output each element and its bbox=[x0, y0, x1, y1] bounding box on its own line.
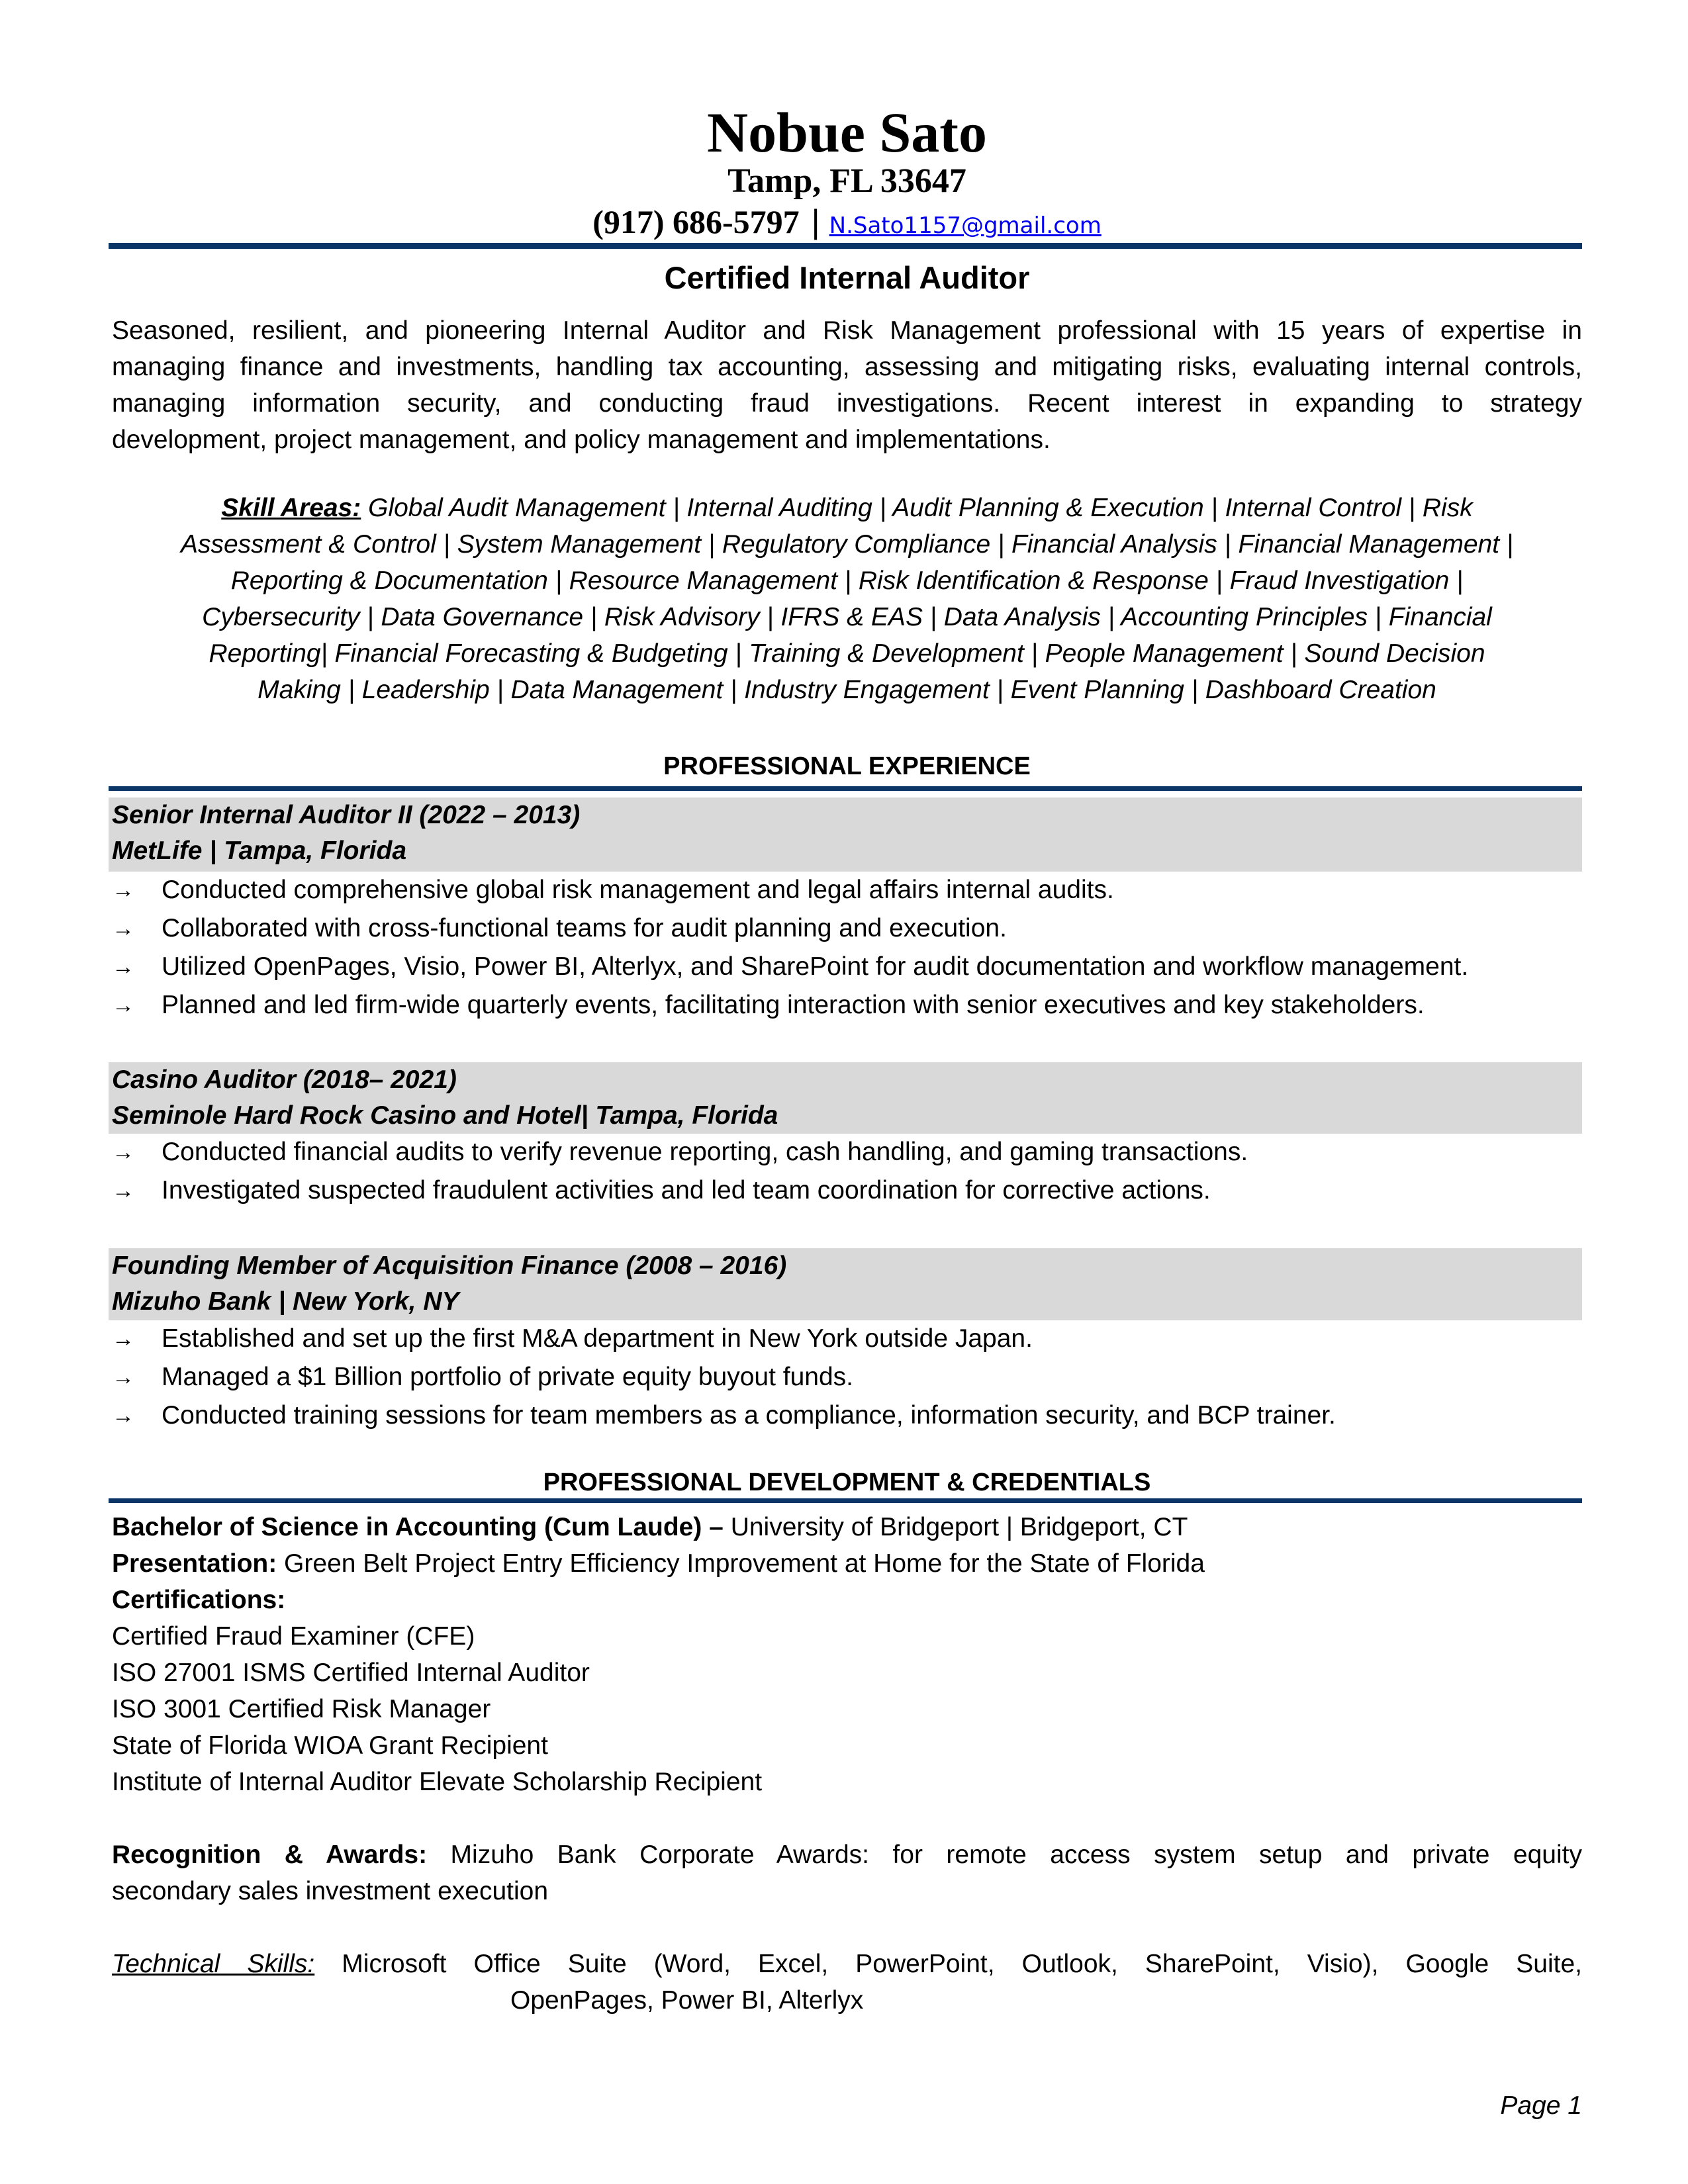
header-rule bbox=[109, 243, 1582, 249]
bullet-text: Conducted training sessions for team members as a compliance, information security, and BCP trainer. bbox=[162, 1401, 1336, 1430]
job-company: Seminole Hard Rock Casino and Hotel| Tampa, Florida bbox=[112, 1101, 778, 1130]
page-number: Page 1 bbox=[1500, 2091, 1582, 2120]
certification: Institute of Internal Auditor Elevate Scholarship Recipient bbox=[112, 1768, 763, 1796]
bullet-text: Investigated suspected fraudulent activities and led team coordination for corrective actions. bbox=[162, 1176, 1211, 1205]
degree bbox=[112, 1509, 1582, 1545]
presentation bbox=[112, 1545, 1582, 1582]
arrow-icon: → bbox=[112, 1403, 134, 1428]
list-item bbox=[112, 1396, 1582, 1435]
tech-text: OpenPages, Power BI, Alterlyx bbox=[510, 1986, 864, 2015]
bullet-text: Conducted financial audits to verify revenue reporting, cash handling, and gaming transactions. bbox=[162, 1138, 1248, 1166]
list-item bbox=[112, 1171, 1582, 1210]
summary-line: Seasoned, resilient, and pioneering Internal Auditor and Risk Management professional with 15 years of expertise in bbox=[112, 316, 1582, 345]
skill-line: Reporting| Financial Forecasting & Budgeting | Training & Development | People Management | Sound Decision bbox=[209, 639, 1485, 668]
degree-text: University of Bridgeport | Bridgeport, CT bbox=[723, 1513, 1188, 1541]
contact-line bbox=[112, 202, 1582, 246]
certification: Certified Fraud Examiner (CFE) bbox=[112, 1622, 475, 1651]
certifications-label: Certifications: bbox=[112, 1586, 286, 1614]
job-bullets bbox=[112, 871, 1582, 1024]
list-item bbox=[112, 1358, 1582, 1396]
arrow-icon: → bbox=[112, 1140, 134, 1165]
phone: (917) 686-5797 bbox=[592, 203, 800, 240]
email-link[interactable]: N.Sato1157@gmail.com bbox=[829, 212, 1102, 239]
arrow-icon: → bbox=[112, 878, 134, 903]
professional-title: Certified Internal Auditor bbox=[664, 260, 1030, 295]
job-header bbox=[109, 1062, 1582, 1134]
degree-label: Bachelor of Science in Accounting (Cum Laude) – bbox=[112, 1513, 724, 1541]
awards-text: secondary sales investment execution bbox=[112, 1877, 549, 1905]
job-company: MetLife | Tampa, Florida bbox=[112, 837, 407, 865]
tech-text: Microsoft Office Suite (Word, Excel, PowerPoint, Outlook, SharePoint, Visio), Google Suite, bbox=[314, 1950, 1582, 1978]
list-item bbox=[112, 1133, 1582, 1171]
bullet-text: Established and set up the first M&A department in New York outside Japan. bbox=[162, 1324, 1033, 1353]
awards bbox=[112, 1837, 1582, 1909]
job-title: Senior Internal Auditor II (2022 – 2013) bbox=[112, 801, 581, 829]
bullet-text: Managed a $1 Billion portfolio of private equity buyout funds. bbox=[162, 1363, 854, 1391]
skill-line: Assessment & Control | System Management | Regulatory Compliance | Financial Analysis | Financial Management | bbox=[180, 530, 1514, 559]
skill-areas bbox=[112, 490, 1582, 708]
job-bullets bbox=[112, 1320, 1582, 1435]
job-bullets bbox=[112, 1133, 1582, 1210]
job-title: Founding Member of Acquisition Finance (2008 – 2016) bbox=[112, 1251, 787, 1280]
summary-line: managing finance and investments, handling tax accounting, assessing and mitigating risks, evaluating internal controls, bbox=[112, 353, 1582, 381]
summary-line: managing information security, and conducting fraud investigations. Recent interest in expanding to strategy bbox=[112, 389, 1582, 418]
list-item bbox=[112, 1320, 1582, 1358]
skill-line: Making | Leadership | Data Management | Industry Engagement | Event Planning | Dashboard Creation bbox=[258, 676, 1436, 704]
bullet-text: Collaborated with cross-functional teams for audit planning and execution. bbox=[162, 914, 1007, 942]
credentials bbox=[112, 1509, 1582, 1800]
job-header bbox=[109, 797, 1582, 872]
arrow-icon: → bbox=[112, 916, 134, 941]
location: Tamp, FL 33647 bbox=[727, 162, 966, 200]
skill-line: Global Audit Management | Internal Auditing | Audit Planning & Execution | Internal Control | Risk bbox=[361, 494, 1473, 522]
certification: State of Florida WIOA Grant Recipient bbox=[112, 1731, 548, 1760]
skill-line: Cybersecurity | Data Governance | Risk Advisory | IFRS & EAS | Data Analysis | Accounting Principles | Financial bbox=[202, 603, 1492, 631]
candidate-name: Nobue Sato bbox=[707, 101, 987, 164]
arrow-icon: → bbox=[112, 1326, 134, 1351]
job-title: Casino Auditor (2018– 2021) bbox=[112, 1066, 457, 1094]
bullet-text: Conducted comprehensive global risk management and legal affairs internal audits. bbox=[162, 876, 1114, 904]
experience-rule bbox=[109, 786, 1582, 791]
awards-label: Recognition & Awards: bbox=[112, 1841, 428, 1869]
arrow-icon: → bbox=[112, 954, 134, 979]
job-header bbox=[109, 1248, 1582, 1320]
summary-line: development, project management, and policy management and implementations. bbox=[112, 426, 1051, 454]
skill-line: Reporting & Documentation | Resource Management | Risk Identification & Response | Fraud Investigation | bbox=[230, 567, 1464, 595]
experience-heading: PROFESSIONAL EXPERIENCE bbox=[663, 752, 1031, 780]
bullet-text: Utilized OpenPages, Visio, Power BI, Alterlyx, and SharePoint for audit documentation and workflow management. bbox=[162, 952, 1469, 981]
development-heading: PROFESSIONAL DEVELOPMENT & CREDENTIALS bbox=[543, 1469, 1151, 1496]
arrow-icon: → bbox=[112, 1178, 134, 1203]
arrow-icon: → bbox=[112, 993, 134, 1018]
list-item bbox=[112, 909, 1582, 948]
certification: ISO 3001 Certified Risk Manager bbox=[112, 1695, 491, 1723]
list-item bbox=[112, 871, 1582, 909]
job-company: Mizuho Bank | New York, NY bbox=[112, 1287, 459, 1316]
technical-skills bbox=[112, 1946, 1582, 2019]
list-item bbox=[112, 948, 1582, 986]
presentation-text: Green Belt Project Entry Efficiency Improvement at Home for the State of Florida bbox=[277, 1549, 1205, 1578]
awards-text: Mizuho Bank Corporate Awards: for remote access system setup and private equity bbox=[427, 1841, 1582, 1869]
presentation-label: Presentation: bbox=[112, 1549, 277, 1578]
separator: | bbox=[811, 203, 820, 240]
summary bbox=[112, 312, 1582, 458]
list-item bbox=[112, 986, 1582, 1024]
certification: ISO 27001 ISMS Certified Internal Auditor bbox=[112, 1659, 590, 1687]
development-rule bbox=[109, 1498, 1582, 1503]
tech-label: Technical Skills: bbox=[112, 1950, 315, 1978]
arrow-icon: → bbox=[112, 1365, 134, 1390]
skill-areas-label: Skill Areas: bbox=[221, 494, 361, 522]
bullet-text: Planned and led firm-wide quarterly events, facilitating interaction with senior executives and key stakeholders. bbox=[162, 991, 1425, 1019]
